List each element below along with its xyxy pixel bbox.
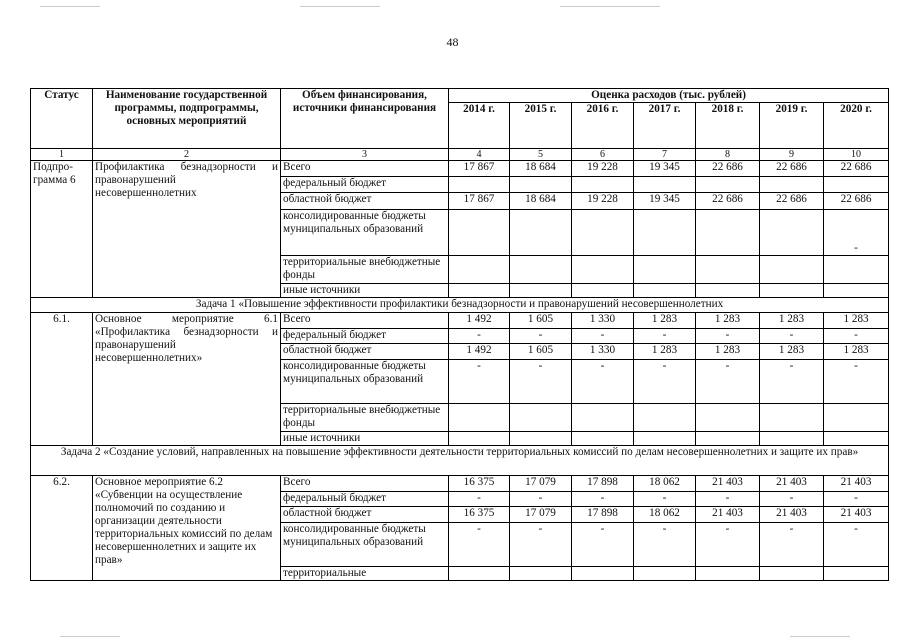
- value-cell: -: [760, 360, 824, 404]
- value-cell: 1 283: [760, 344, 824, 360]
- source-regional: областной бюджет: [281, 193, 449, 210]
- scan-artifact: [60, 636, 120, 637]
- source-territorial: территориальные внебюджетные фонды: [281, 404, 449, 432]
- source-regional: областной бюджет: [281, 507, 449, 523]
- value-cell: 18 684: [510, 193, 572, 210]
- value-cell: 1 605: [510, 344, 572, 360]
- value-cell: 1 605: [510, 313, 572, 329]
- value-cell: 17 079: [510, 507, 572, 523]
- header-year: 2019 г.: [760, 103, 824, 149]
- column-number: 8: [696, 149, 760, 161]
- value-cell: -: [449, 329, 510, 344]
- source-territorial: территориальные внебюджетные фонды: [281, 256, 449, 284]
- program-name-cell: Основное мероприятие 6.1 «Профилактика безнадзорности и правонарушений несовершеннолетних»: [93, 313, 281, 446]
- task-heading: Задача 2 «Создание условий, направленных на повышение эффективности деятельности территориальных комиссий по делам несовершеннолетних и защите их прав»: [31, 446, 889, 476]
- value-cell: -: [760, 492, 824, 507]
- value-cell: 22 686: [824, 193, 889, 210]
- header-year: 2014 г.: [449, 103, 510, 149]
- value-cell: 17 867: [449, 161, 510, 177]
- value-cell: 22 686: [760, 193, 824, 210]
- column-number: 3: [281, 149, 449, 161]
- source-federal: федеральный бюджет: [281, 492, 449, 507]
- program-name-cell: Основное мероприятие 6.2 «Субвенции на осуществление полномочий по созданию и организации деятельности территориальных комиссий по делам несовершеннолетних и защите их прав»: [93, 476, 281, 581]
- value-cell: 1 283: [696, 313, 760, 329]
- value-cell: -: [510, 329, 572, 344]
- source-regional: областной бюджет: [281, 344, 449, 360]
- column-number: 5: [510, 149, 572, 161]
- value-cell: 1 492: [449, 344, 510, 360]
- value-cell: -: [824, 523, 889, 567]
- value-cell: 1 283: [634, 344, 696, 360]
- value-cell: -: [696, 329, 760, 344]
- column-number: 2: [93, 149, 281, 161]
- header-year: 2016 г.: [572, 103, 634, 149]
- value-cell: 1 283: [760, 313, 824, 329]
- value-cell: 21 403: [824, 476, 889, 492]
- value-cell: -: [510, 360, 572, 404]
- value-cell: 1 283: [634, 313, 696, 329]
- value-cell: 18 062: [634, 476, 696, 492]
- value-cell: [760, 210, 824, 256]
- source-territorial-partial: территориальные: [281, 567, 449, 581]
- value-cell: 19 345: [634, 161, 696, 177]
- value-cell: 17 898: [572, 476, 634, 492]
- header-year: 2017 г.: [634, 103, 696, 149]
- scan-artifact: [40, 6, 100, 7]
- value-cell: 1 283: [824, 344, 889, 360]
- value-cell: 21 403: [760, 507, 824, 523]
- program-name-cell: Профилактика безнадзорности и правонарушений несовершеннолетних: [93, 161, 281, 298]
- value-cell: [572, 210, 634, 256]
- value-cell: 19 345: [634, 193, 696, 210]
- value-cell: -: [760, 329, 824, 344]
- value-cell: 22 686: [824, 161, 889, 177]
- column-number: 7: [634, 149, 696, 161]
- source-municipal: консолидированные бюджеты муниципальных образований: [281, 210, 449, 256]
- value-cell: 18 684: [510, 161, 572, 177]
- value-cell: 1 330: [572, 313, 634, 329]
- value-cell: 22 686: [696, 161, 760, 177]
- column-number: 1: [31, 149, 93, 161]
- scan-artifact: [790, 636, 850, 637]
- status-cell: Подпро-грамма 6: [31, 161, 93, 298]
- source-municipal: консолидированные бюджеты муниципальных образований: [281, 360, 449, 404]
- value-cell: 19 228: [572, 193, 634, 210]
- funding-table: [30, 88, 889, 581]
- value-cell: -: [449, 523, 510, 567]
- header-year: 2018 г.: [696, 103, 760, 149]
- value-cell: 21 403: [696, 476, 760, 492]
- value-cell: 22 686: [760, 161, 824, 177]
- value-cell: -: [572, 329, 634, 344]
- value-cell: -: [824, 360, 889, 404]
- status-cell: 6.1.: [31, 313, 93, 446]
- value-cell: -: [572, 492, 634, 507]
- value-cell: -: [634, 523, 696, 567]
- header-program-name: Наименование государственной программы, подпрограммы, основных мероприятий: [93, 89, 281, 149]
- value-cell: 21 403: [824, 507, 889, 523]
- source-total: Всего: [281, 476, 449, 492]
- value-cell: [510, 210, 572, 256]
- value-cell: 18 062: [634, 507, 696, 523]
- value-cell: 17 867: [449, 193, 510, 210]
- value-cell: [449, 210, 510, 256]
- value-cell: 1 492: [449, 313, 510, 329]
- value-cell: -: [696, 492, 760, 507]
- value-cell: -: [634, 360, 696, 404]
- value-cell: -: [449, 492, 510, 507]
- source-other: иные источники: [281, 284, 449, 298]
- value-cell: -: [696, 360, 760, 404]
- column-number: 10: [824, 149, 889, 161]
- column-number: 9: [760, 149, 824, 161]
- task-heading: Задача 1 «Повышение эффективности профилактики безнадзорности и правонарушений несовершеннолетних: [31, 298, 889, 313]
- header-year: 2020 г.: [824, 103, 889, 149]
- value-cell: 19 228: [572, 161, 634, 177]
- value-cell: 1 330: [572, 344, 634, 360]
- source-other: иные источники: [281, 432, 449, 446]
- value-cell: 16 375: [449, 507, 510, 523]
- column-number: 4: [449, 149, 510, 161]
- value-cell: -: [572, 360, 634, 404]
- value-cell: 17 898: [572, 507, 634, 523]
- status-cell: 6.2.: [31, 476, 93, 581]
- value-cell: -: [634, 329, 696, 344]
- source-municipal: консолидированные бюджеты муниципальных образований: [281, 523, 449, 567]
- page-number: 48: [446, 35, 459, 49]
- source-federal: федеральный бюджет: [281, 329, 449, 344]
- value-cell: -: [572, 523, 634, 567]
- value-cell: 1 283: [824, 313, 889, 329]
- header-funding: Объем финансирования, источники финансирования: [281, 89, 449, 149]
- value-cell: [634, 210, 696, 256]
- source-total: Всего: [281, 313, 449, 329]
- source-total: Всего: [281, 161, 449, 177]
- value-cell: -: [760, 523, 824, 567]
- value-cell: [696, 210, 760, 256]
- column-number: 6: [572, 149, 634, 161]
- value-cell: -: [824, 210, 889, 256]
- value-cell: -: [696, 523, 760, 567]
- value-cell: 17 079: [510, 476, 572, 492]
- header-year: 2015 г.: [510, 103, 572, 149]
- value-cell: -: [449, 360, 510, 404]
- value-cell: 16 375: [449, 476, 510, 492]
- value-cell: -: [824, 492, 889, 507]
- value-cell: -: [510, 492, 572, 507]
- value-cell: 21 403: [760, 476, 824, 492]
- value-cell: 1 283: [696, 344, 760, 360]
- value-cell: 22 686: [696, 193, 760, 210]
- header-status: Статус: [31, 89, 93, 149]
- source-federal: федеральный бюджет: [281, 177, 449, 193]
- value-cell: -: [824, 329, 889, 344]
- scan-artifact: [560, 6, 660, 7]
- value-cell: -: [634, 492, 696, 507]
- value-cell: 21 403: [696, 507, 760, 523]
- header-estimate: Оценка расходов (тыс. рублей): [449, 89, 889, 103]
- scan-artifact: [300, 6, 380, 7]
- value-cell: -: [510, 523, 572, 567]
